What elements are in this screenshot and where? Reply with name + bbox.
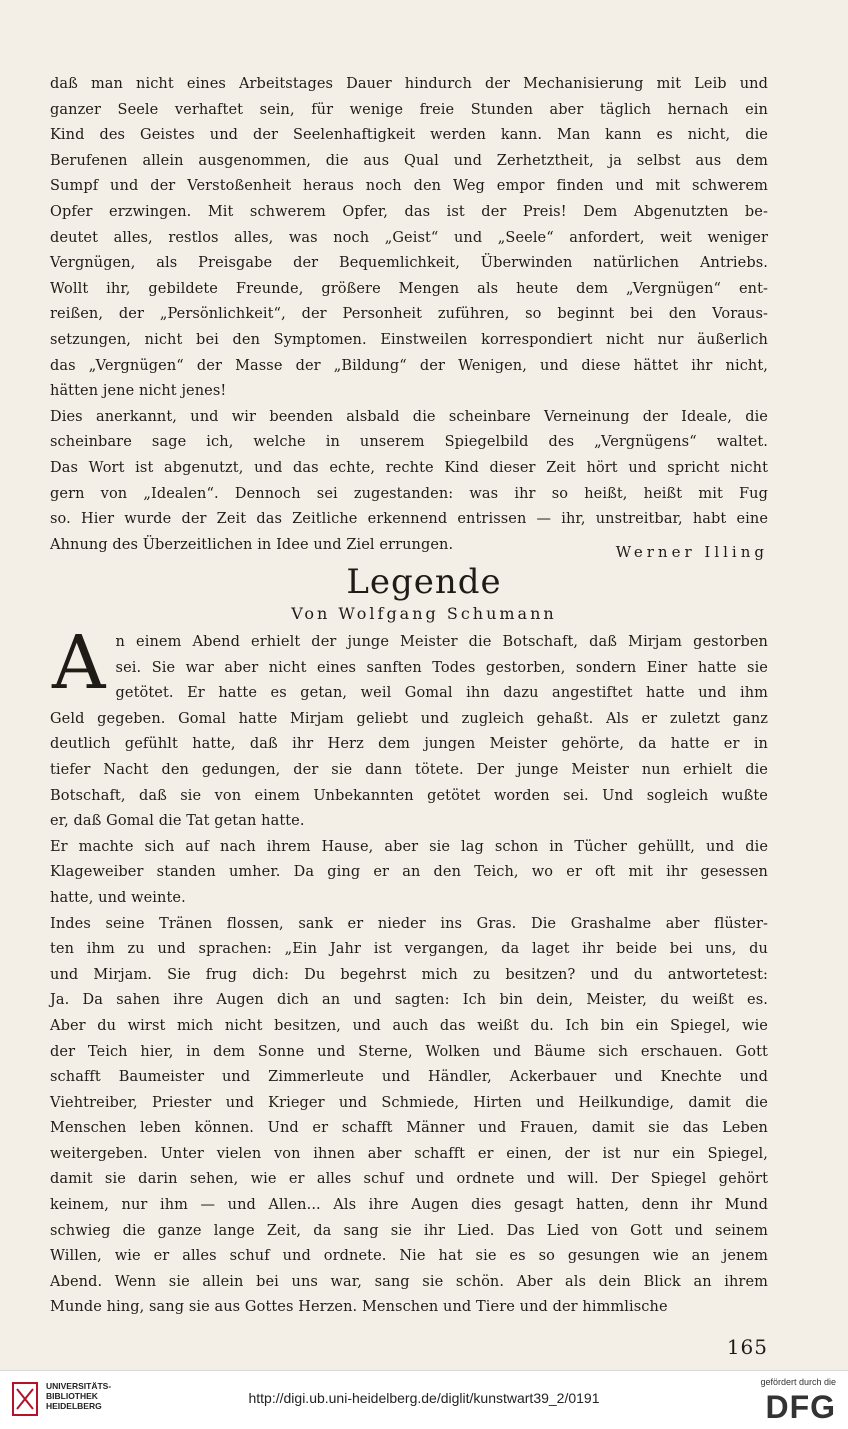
permalink-link[interactable]: http://digi.ub.uni-heidelberg.de/diglit/kunstwart39_2/0191	[248, 1390, 600, 1406]
text-line: damit sie darin sehen, wie er alles schuf und ordnete und will. Der Spiegel gehört	[50, 1171, 768, 1188]
text-line: so. Hier wurde der Zeit das Zeitliche erkennend entrissen — ihr, unstreitbar, habt eine	[50, 511, 768, 528]
text-line: Botschaft, daß sie von einem Unbekannten getötet worden sei. Und sogleich wußte	[50, 787, 768, 804]
text-line: Viehtreiber, Priester und Krieger und Schmiede, Hirten und Heilkundige, damit die	[50, 1094, 768, 1111]
text-line: Klageweiber standen umher. Da ging er an den Teich, wo er oft mit ihr gesessen	[50, 864, 768, 881]
text-line: Opfer erzwingen. Mit schwerem Opfer, das ist der Preis! Dem Abgenutzten be-	[50, 203, 768, 220]
text-line: Abend. Wenn sie allein bei uns war, sang sie schön. Aber als dein Blick an ihrem	[50, 1273, 768, 1290]
text-line: hätten jene nicht jenes!	[50, 383, 227, 400]
viewer-footer	[0, 1370, 848, 1429]
permalink	[0, 1390, 848, 1406]
text-line: hatte, und weinte.	[50, 889, 186, 906]
text-line: das „Vergnügen“ der Masse der „Bildung“ der Wenigen, und diese hättet ihr nicht,	[50, 357, 768, 374]
text-line: Ja. Da sahen ihre Augen dich an und sagten: Ich bin dein, Meister, du weißt es.	[50, 992, 768, 1009]
text-line: Wollt ihr, gebildete Freunde, größere Mengen als heute dem „Vergnügen“ ent-	[50, 280, 768, 297]
text-line: scheinbare sage ich, welche in unserem Spiegelbild des „Vergnügens“ waltet.	[50, 434, 768, 451]
text-line: sei. Sie war aber nicht eines sanften Todes gestorben, sondern Einer hatte sie	[115, 659, 768, 676]
text-line: gern von „Idealen“. Dennoch sei zugestanden: was ihr so heißt, heißt mit Fug	[50, 485, 768, 502]
text-line: n einem Abend erhielt der junge Meister die Botschaft, daß Mirjam gestorben	[115, 634, 768, 650]
text-line: Ahnung des Überzeitlichen in Idee und Ziel errungen.	[50, 536, 454, 553]
article-byline: Von Wolfgang Schumann	[291, 604, 557, 623]
text-line: Indes seine Tränen flossen, sank er nieder ins Gras. Die Grashalme aber flüster-	[50, 915, 768, 932]
text-line: Willen, wie er alles schuf und ordnete. Nie hat sie es so gesungen wie an jenem	[50, 1248, 768, 1265]
text-line: weitergeben. Unter vielen von ihnen aber schafft er einen, der ist nur ein Spiegel,	[50, 1145, 768, 1162]
text-line: reißen, der „Persönlichkeit“, der Personheit zuführen, so beginnt bei den Voraus-	[50, 306, 768, 323]
text-line: deutet alles, restlos alles, was noch „Geist“ und „Seele“ anfordert, weit weniger	[50, 229, 768, 246]
text-line: ten ihm zu und sprachen: „Ein Jahr ist vergangen, da laget ihr beide bei uns, du	[50, 941, 768, 958]
text-line: schafft Baumeister und Zimmerleute und Händler, Ackerbauer und Knechte und	[50, 1069, 768, 1086]
text-line: Sumpf und der Verstoßenheit heraus noch den Weg empor finden und mit schwerem	[50, 178, 768, 195]
text-line: setzungen, nicht bei den Symptomen. Einstweilen korrespondiert nicht nur äußerlich	[50, 331, 768, 348]
dfg-logo: DFG	[765, 1389, 836, 1425]
text-line: Er machte sich auf nach ihrem Hause, aber sie lag schon in Tücher gehüllt, und die	[50, 838, 768, 855]
drop-cap: A	[52, 620, 106, 706]
text-line: und Mirjam. Sie frug dich: Du begehrst mich zu besitzen? und du antwortetest:	[50, 966, 768, 983]
author-signature: Werner Illing	[615, 543, 768, 561]
text-line: keinem, nur ihm — und Allen... Als ihre Augen dies gesagt hatten, denn ihr Mund	[50, 1197, 768, 1214]
page-number: 165	[726, 1335, 768, 1359]
text-line: Das Wort ist abgenutzt, und das echte, rechte Kind dieser Zeit hört und spricht nicht	[50, 459, 768, 476]
story-text	[50, 620, 768, 1321]
text-line: getötet. Er hatte es getan, weil Gomal ihn dazu angestiftet hatte und ihm	[115, 685, 768, 702]
text-line: Vergnügen, als Preisgabe der Bequemlichkeit, Überwinden natürlichen Antriebs.	[50, 255, 768, 272]
university-name: UNIVERSITÄTS- BIBLIOTHEK HEIDELBERG	[46, 1381, 112, 1411]
text-line: Geld gegeben. Gomal hatte Mirjam geliebt und zugleich gehaßt. Als er zuletzt ganz	[50, 710, 768, 727]
text-line: Menschen leben können. Und er schafft Männer und Frauen, damit sie das Leben	[50, 1120, 768, 1137]
text-line: er, daß Gomal die Tat getan hatte.	[50, 813, 305, 830]
text-line: Aber du wirst mich nicht besitzen, und auch das weißt du. Ich bin ein Spiegel, wie	[50, 1017, 768, 1034]
article-headline: Legende	[346, 562, 502, 602]
text-line: tiefer Nacht den gedungen, der sie dann tötete. Der junge Meister nun erhielt die	[50, 761, 768, 778]
text-line: Berufenen allein ausgenommen, die aus Qual und Zerhetztheit, ja selbst aus dem	[50, 152, 768, 169]
text-line: Dies anerkannt, und wir beenden alsbald die scheinbare Verneinung der Ideale, die	[50, 408, 768, 425]
text-line: der Teich hier, in dem Sonne und Sterne, Wolken und Bäume sich erschauen. Gott	[50, 1043, 768, 1060]
text-line: schwieg die ganze lange Zeit, da sang sie ihr Lied. Das Lied von Gott und seinem	[50, 1222, 768, 1239]
text-line: Kind des Geistes und der Seelenhaftigkeit werden kann. Man kann es nicht, die	[50, 127, 768, 144]
funding-note: gefördert durch die	[760, 1377, 836, 1387]
text-line: Munde hing, sang sie aus Gottes Herzen. Menschen und Tiere und der himmlische	[50, 1299, 668, 1316]
text-line: daß man nicht eines Arbeitstages Dauer hindurch der Mechanisierung mit Leib und	[50, 76, 768, 92]
text-line: deutlich gefühlt hatte, daß ihr Herz dem jungen Meister gehörte, da hatte er in	[50, 736, 768, 753]
intro-text	[50, 72, 768, 558]
text-line: ganzer Seele verhaftet sein, für wenige freie Stunden aber täglich hernach ein	[50, 101, 768, 118]
